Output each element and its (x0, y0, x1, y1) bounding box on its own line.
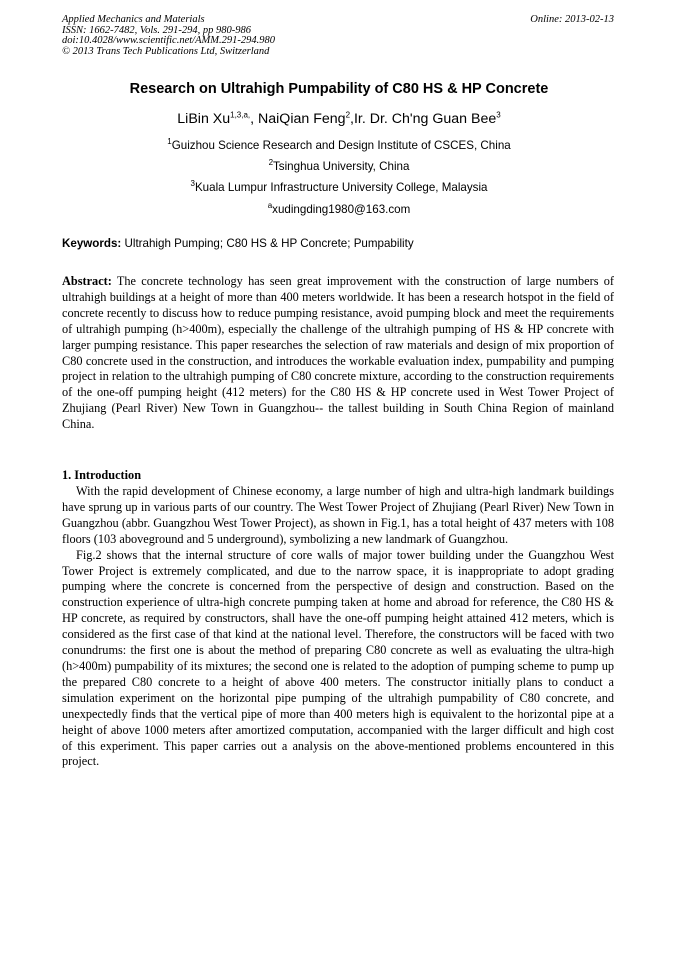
author-affil-sup: 2 (345, 110, 351, 120)
issn-line: ISSN: 1662-7482, Vols. 291-294, pp 980-986 (62, 24, 251, 36)
author-name: ,Ir. Dr. Ch'ng Guan Bee (350, 111, 497, 127)
introduction-body (62, 484, 614, 770)
journal-header (62, 15, 275, 57)
intro-paragraph-2: Fig.2 shows that the internal structure of core walls of major tower building under the Guangzhou West Tower Project is extremely complicated, and due to the narrow space, it is inappropriate to adopt grading pumping where the concrete is concerned from the perspective of design and construction. Based on the construction experience of ultra-high concrete pumping taken at home and abroad for reference, the C80 HS & HP concrete, as required by constructors, shall have the one-off pumping height attained 412 meters, which is considered as the first case of that kind at the national level. Therefore, the constructors will be faced with two conundrums: the first one is about the method of preparing C80 concrete as well as evaluating the ultra-high (h>400m) pumpability of its mixtures; the second one is related to the adoption of pumping scheme to pump up the prepared C80 concrete to a height of above 400 meters. The constructor initially plans to conduct a simulation experiment on the horizontal pipe pumping of the ultrahigh pumpability of C80 concrete, and unexpectedly finds that the vertical pipe of more than 400 meters high is equivalent to the horizontal pipe at a height of above 1000 meters after amortized computation, accompanied with the larger difficult and high cost of this experiment. This paper carries out a analysis on the above-mentioned problems encountered in this project. (62, 547, 614, 769)
author-name: LiBin Xu (177, 111, 231, 127)
affiliation-text: Guizhou Science Research and Design Institute of CSCES, China (171, 139, 511, 152)
journal-name: Applied Mechanics and Materials (62, 14, 205, 25)
keywords-line (62, 237, 414, 250)
abstract-paragraph (62, 274, 614, 433)
affiliation-sup: 3 (190, 179, 195, 189)
keywords-label: Keywords: (62, 237, 122, 250)
copyright-line: © 2013 Trans Tech Publications Ltd, Switzerland (62, 45, 270, 57)
keywords-text: Ultrahigh Pumping; C80 HS & HP Concrete; Pumpability (121, 237, 414, 250)
affiliation-text: Kuala Lumpur Infrastructure University College, Malaysia (194, 181, 488, 194)
abstract-text: The concrete technology has seen great improvement with the construction of large numbers of ultrahigh buildings at a height of more than 400 meters worldwide. It has been a research hotspot in the field of concrete recently to discuss how to reduce pumping resistance, avoid pumping block and meet the requirements of ultrahigh pumping (h>400m), especially the challenge of the ultrahigh pumping of HS & HP concrete with larger pumping resistance. This paper researches the selection of raw materials and design of mix proportion of C80 concrete used in the construction, and introduces the workable evaluation index, pumpability and pumping project in relation to the ultrahigh pumping of C80 concrete mixture, according to the construction requirements of the one-off pumping height (412 meters) for the C80 HS & HP concrete used in West Tower Project of Zhujiang (Pearl River) New Town in Guangzhou-- the tallest building in South China Region of mainland China. (62, 274, 614, 432)
affiliation-sup: 2 (268, 158, 274, 168)
doi-line: doi:10.4028/www.scientific.net/AMM.291-294.980 (62, 35, 275, 47)
online-date: Online: 2013-02-13 (530, 14, 614, 25)
affiliation-text: Tsinghua University, China (273, 160, 410, 173)
author-name: , NaiQian Feng (250, 111, 346, 127)
author-email (0, 203, 678, 216)
author-line (0, 111, 678, 127)
affiliation-text: xudingding1980@163.com (272, 203, 411, 216)
paper-title: Research on Ultrahigh Pumpability of C80 HS & HP Concrete (129, 81, 549, 97)
affiliation-3 (0, 181, 678, 194)
section-heading-introduction: 1. Introduction (62, 468, 142, 482)
affiliation-sup: 1 (167, 137, 172, 147)
affiliation-2 (0, 160, 678, 173)
abstract-label: Abstract: (62, 274, 112, 288)
intro-paragraph-1: With the rapid development of Chinese economy, a large number of high and ultra-high landmark buildings have sprung up in various parts of our country. The West Tower Project of Zhujiang (Pearl River) New Town in Guangzhou (abbr. Guangzhou West Tower Project), as shown in Fig.1, has a total height of 437 meters with 108 floors (103 aboveground and 5 underground), symbolizing a new landmark of Guangzhou. (62, 484, 614, 546)
author-affil-sup: 1,3,a, (230, 110, 251, 120)
affiliation-sup: a (267, 201, 273, 211)
affiliation-1 (0, 139, 678, 152)
author-affil-sup: 3 (496, 110, 501, 120)
